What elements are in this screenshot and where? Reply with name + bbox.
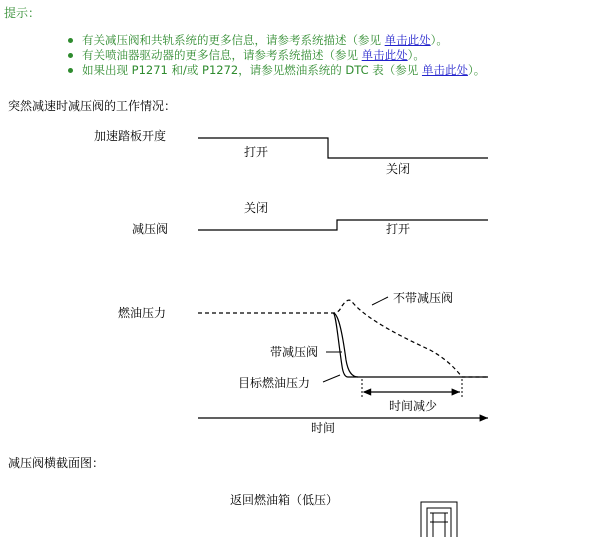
click-here-link[interactable]: 单击此处 xyxy=(421,63,468,77)
accelerator-signal-line xyxy=(198,138,488,158)
time-axis-label: 时间 xyxy=(311,421,336,435)
with-valve-curve xyxy=(333,313,358,377)
accelerator-closed-label: 关闭 xyxy=(386,162,411,176)
target-pressure-leader xyxy=(323,375,340,382)
tip-text-end: ）。 xyxy=(407,48,425,62)
accelerator-open-label: 打开 xyxy=(244,145,269,159)
click-here-link[interactable]: 单击此处 xyxy=(384,33,431,47)
valve-open-label: 打开 xyxy=(386,222,411,236)
with-valve-label: 带减压阀 xyxy=(270,345,319,359)
operation-section-title: 突然减速时减压阀的工作情况： xyxy=(8,99,177,113)
time-reduction-label: 时间减少 xyxy=(389,399,438,413)
without-valve-label: 不带减压阀 xyxy=(393,291,454,305)
valve-signal-line xyxy=(198,220,488,230)
tip-text-end: ）。 xyxy=(430,33,448,47)
click-here-link[interactable]: 单击此处 xyxy=(361,48,408,62)
cross-section-title: 减压阀横截面图： xyxy=(8,456,105,470)
tip-text: 有关减压阀和共轨系统的更多信息，请参考系统描述（参见 xyxy=(82,33,385,47)
fuel-pressure-label: 燃油压力 xyxy=(118,306,167,320)
target-pressure-curve xyxy=(333,313,488,377)
tip-heading: 提示： xyxy=(4,6,41,20)
tip-text: 有关喷油器驱动器的更多信息，请参考系统描述（参见 xyxy=(82,48,362,62)
target-pressure-label: 目标燃油压力 xyxy=(238,376,311,390)
valve-closed-label: 关闭 xyxy=(244,201,269,215)
return-tank-label: 返回燃油箱（低压） xyxy=(230,493,339,507)
valve-label: 减压阀 xyxy=(132,222,169,236)
accelerator-label: 加速踏板开度 xyxy=(94,129,167,143)
valve-cross-section-drawing xyxy=(421,502,457,537)
without-valve-leader xyxy=(372,297,388,305)
tip-text: 如果出现 P1271 和/或 P1272，请参见燃油系统的 DTC 表（参见 xyxy=(82,63,422,77)
tip-text-end: ）。 xyxy=(467,63,486,77)
